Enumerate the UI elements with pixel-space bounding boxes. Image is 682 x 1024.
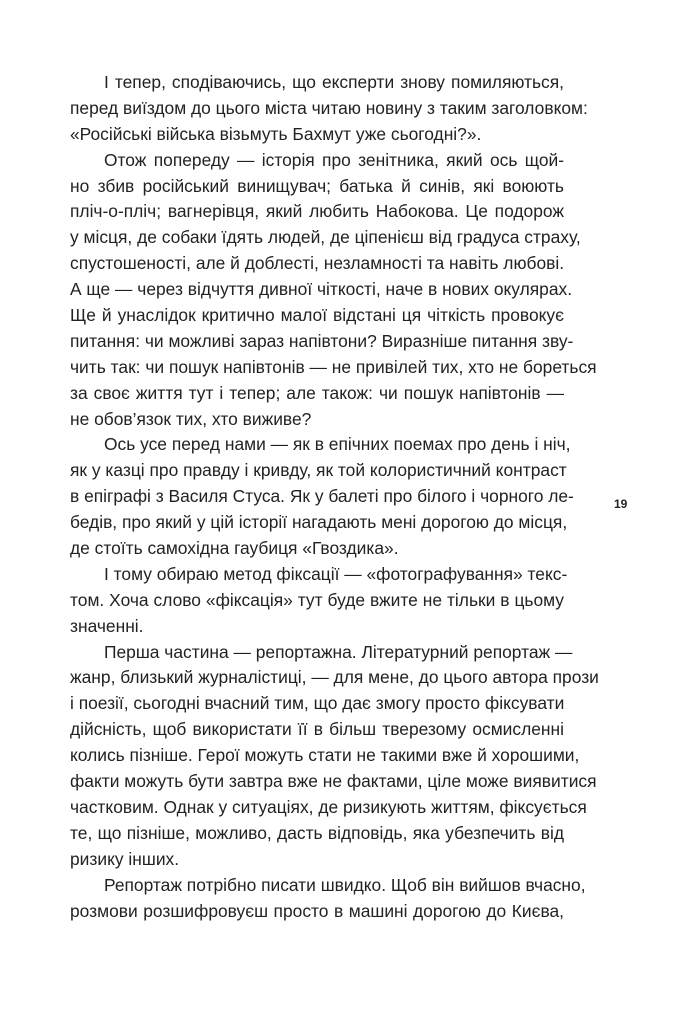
text-line: в епіграфі з Василя Стуса. Як у балеті про білого і чорного ле- bbox=[70, 486, 574, 507]
text-line: де стоїть самохідна гаубиця «Гвоздика». bbox=[70, 538, 399, 559]
text-line: чить так: чи пошук напівтонів — не привілей тих, хто не бореться bbox=[70, 356, 597, 377]
text-line: у місця, де собаки їдять людей, де ціпенієш від градуса страху, bbox=[70, 227, 581, 248]
text-line: частковим. Однак у ситуаціях, де ризикують життям, фіксується bbox=[70, 796, 587, 817]
page-number: 19 bbox=[614, 497, 628, 511]
text-line: Отож попереду — історія про зенітника, який ось щой- bbox=[104, 149, 564, 170]
text-line: бедів, про який у цій історії нагадають мені дорогою до місця, bbox=[70, 512, 568, 533]
text-line: перед виїздом до цього міста читаю новину з таким заголовком: bbox=[70, 97, 588, 118]
text-line: но збив російський винищувач; батька й синів, які воюють bbox=[70, 175, 564, 196]
text-line: І тому обираю метод фіксації — «фотографування» текс- bbox=[104, 563, 568, 584]
text-line: факти можуть бути завтра вже не фактами, ціле може виявитися bbox=[70, 771, 597, 792]
text-line: І тепер, сподіваючись, що експерти знову помиляються, bbox=[104, 72, 564, 92]
text-line: розмови розшифровуєш просто в машині дорогою до Києва, bbox=[70, 900, 564, 921]
text-line: не обов’язок тих, хто виживе? bbox=[70, 408, 312, 429]
text-line: за своє життя тут і тепер; але також: чи пошук напівтонів — bbox=[70, 382, 564, 403]
text-line: ризику інших. bbox=[70, 848, 180, 869]
text-line: пліч-о-пліч; вагнерівця, який любить Набокова. Це подорож bbox=[70, 201, 564, 222]
text-line: Репортаж потрібно писати швидко. Щоб він вийшов вчасно, bbox=[104, 874, 586, 895]
text-line: і поезії, сьогодні вчасний тим, що дає змогу просто фіксувати bbox=[70, 693, 565, 714]
text-line: «Російські війська візьмуть Бахмут уже сьогодні?». bbox=[70, 123, 482, 144]
text-line: значенні. bbox=[70, 615, 144, 636]
text-line: Ще й унаслідок критично малої відстані ця чіткість провокує bbox=[70, 305, 564, 326]
text-line: колись пізніше. Герої можуть стати не такими вже й хорошими, bbox=[70, 745, 580, 766]
text-line: питання: чи можливі зараз напівтони? Виразніше питання зву- bbox=[70, 330, 574, 351]
text-line: А ще — через відчуття дивної чіткості, наче в нових окулярах. bbox=[70, 279, 573, 300]
body-text bbox=[70, 70, 599, 924]
text-line: том. Хоча слово «фіксація» тут буде вжите не тільки в цьому bbox=[70, 589, 564, 610]
text-line: Перша частина — репортажна. Літературний репортаж — bbox=[104, 641, 573, 662]
text-line: жанр, близький журналістиці, — для мене, до цього автора прози bbox=[70, 667, 599, 688]
text-line: те, що пізніше, можливо, дасть відповідь, яка убезпечить від bbox=[70, 822, 564, 843]
text-line: Ось усе перед нами — як в епічних поемах про день і ніч, bbox=[104, 434, 571, 455]
text-line: спустошеності, але й доблесті, незламності та навіть любові. bbox=[70, 253, 565, 274]
text-line: як у казці про правду і кривду, як той колористичний контраст bbox=[70, 460, 567, 481]
text-line: дійсність, щоб використати її в більш тверезому осмисленні bbox=[70, 719, 564, 740]
